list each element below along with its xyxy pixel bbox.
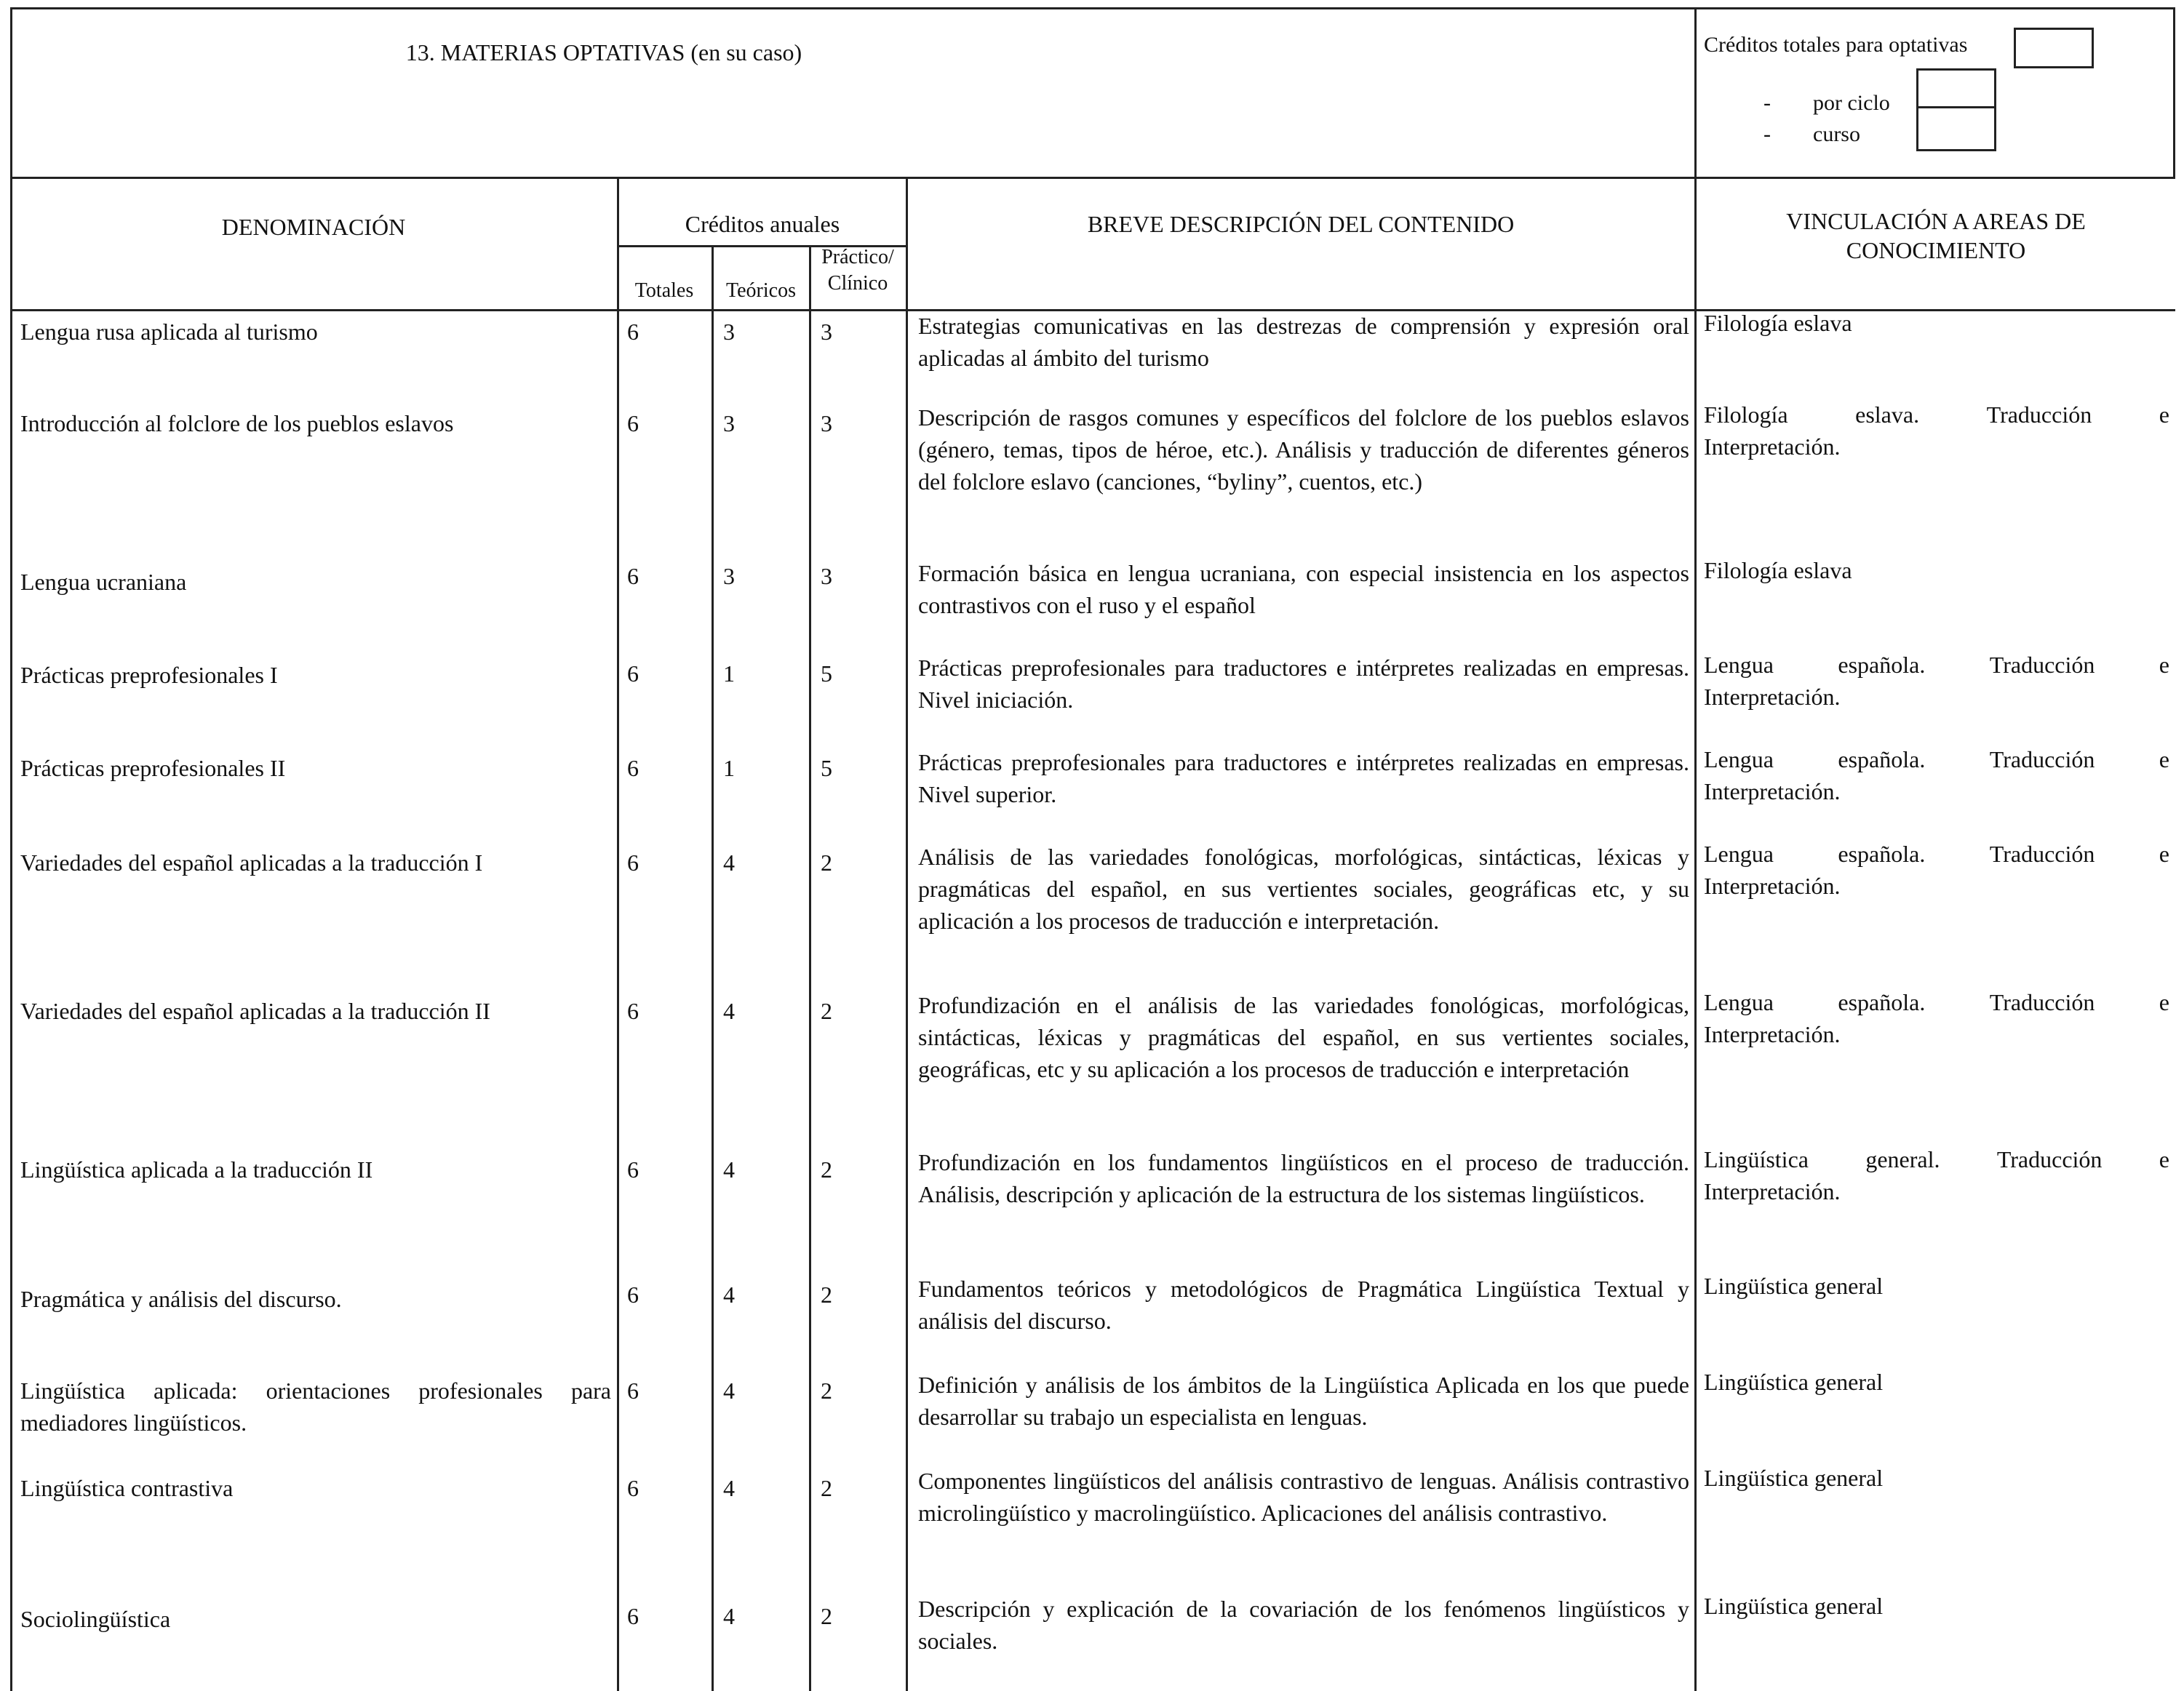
row-teoricos: 3 — [723, 319, 735, 345]
col-header-creditos: Créditos anuales — [685, 211, 840, 237]
row-teoricos: 4 — [723, 998, 735, 1024]
row-description: Prácticas preprofesionales para traductores e intérpretes realizadas en empresas. Nivel iniciación. — [918, 655, 1689, 713]
row-area: Lingüística general — [1704, 1593, 1884, 1619]
col-header-practico: Práctico/ — [821, 246, 894, 268]
dash: - — [1763, 122, 1771, 146]
ciclo-curso-field[interactable] — [1916, 68, 1996, 151]
row-totales: 6 — [627, 998, 639, 1024]
row-totales: 6 — [627, 563, 639, 589]
col-header-totales: Totales — [634, 279, 694, 302]
row-practicos: 2 — [821, 850, 832, 876]
col-header-teoricos: Teóricos — [725, 279, 796, 302]
row-description: Análisis de las variedades fonológicas, morfológicas, sintácticas, léxicas y pragmáticas del español, en sus vertientes sociales, geográficas etc, y su aplicación a los procesos de traducción e interpretación. — [918, 844, 1689, 934]
row-totales: 6 — [627, 755, 639, 781]
row-teoricos: 4 — [723, 1156, 735, 1183]
row-area: Lingüística general — [1704, 1465, 1884, 1491]
row-area: Lingüística general — [1704, 1273, 1884, 1299]
row-name: Prácticas preprofesionales II — [20, 755, 286, 781]
row-totales: 6 — [627, 319, 639, 345]
row-area: Lingüística general — [1704, 1369, 1884, 1395]
col-header-denominacion: DENOMINACIÓN — [221, 214, 406, 240]
row-totales: 6 — [627, 410, 639, 436]
row-description: Descripción y explicación de la covariación de los fenómenos lingüísticos y sociales. — [918, 1596, 1689, 1654]
row-description: Profundización en el análisis de las variedades fonológicas, morfológicas, sintácticas, léxicas y pragmáticas del español, en sus vertientes sociales, geográficas, etc y su aplicación a los procesos de traducción e interpretación — [918, 992, 1689, 1082]
row-teoricos: 4 — [723, 1282, 735, 1308]
row-area: Filología eslava. Traducción e Interpretación. — [1704, 401, 2169, 460]
row-area: Filología eslava — [1704, 310, 1852, 336]
col-header-clinico: Clínico — [827, 272, 888, 295]
curso-label: curso — [1813, 122, 1860, 146]
row-name: Introducción al folclore de los pueblos eslavos — [20, 410, 454, 436]
row-name: Lengua ucraniana — [20, 569, 187, 595]
row-practicos: 2 — [821, 1156, 832, 1183]
row-practicos: 5 — [821, 660, 832, 687]
row-teoricos: 4 — [723, 1603, 735, 1629]
row-totales: 6 — [627, 1475, 639, 1501]
row-teoricos: 3 — [723, 410, 735, 436]
row-totales: 6 — [627, 1282, 639, 1308]
row-name: Lingüística aplicada: orientaciones profesionales para mediadores lingüísticos. — [20, 1378, 611, 1436]
row-description: Formación básica en lengua ucraniana, con especial insistencia en los aspectos contrastivos con el ruso y el español — [918, 560, 1689, 618]
row-area: Lengua española. Traducción e Interpretación. — [1704, 841, 2169, 899]
row-name: Lingüística aplicada a la traducción II — [20, 1156, 373, 1183]
row-name: Lingüística contrastiva — [20, 1475, 234, 1501]
row-totales: 6 — [627, 1378, 639, 1404]
row-totales: 6 — [627, 850, 639, 876]
row-practicos: 2 — [821, 1603, 832, 1629]
row-practicos: 2 — [821, 998, 832, 1024]
section-title: 13. MATERIAS OPTATIVAS (en su caso) — [405, 39, 802, 65]
row-totales: 6 — [627, 660, 639, 687]
row-practicos: 2 — [821, 1282, 832, 1308]
row-description: Descripción de rasgos comunes y específicos del folclore de los pueblos eslavos (género, temas, tipos de héroe, etc.). Análisis y traducción de diferentes géneros del folclore eslavo (canciones, “byliny”, cuentos, etc.) — [918, 404, 1689, 495]
credits-total-label: Créditos totales para optativas — [1704, 33, 1968, 57]
row-area: Lengua española. Traducción e Interpretación. — [1704, 989, 2169, 1047]
row-practicos: 3 — [821, 410, 832, 436]
row-name: Lengua rusa aplicada al turismo — [20, 319, 318, 345]
row-description: Estrategias comunicativas en las destrezas de comprensión y expresión oral aplicadas al ámbito del turismo — [918, 313, 1689, 371]
row-teoricos: 3 — [723, 563, 735, 589]
row-practicos: 3 — [821, 563, 832, 589]
row-area: Filología eslava — [1704, 557, 1852, 583]
row-description: Definición y análisis de los ámbitos de la Lingüística Aplicada en los que puede desarrollar su trabajo un especialista en lenguas. — [918, 1372, 1689, 1430]
row-name: Sociolingüística — [20, 1606, 171, 1632]
row-practicos: 2 — [821, 1378, 832, 1404]
row-totales: 6 — [627, 1603, 639, 1629]
row-teoricos: 1 — [723, 755, 735, 781]
row-name: Variedades del español aplicadas a la traducción II — [20, 998, 490, 1024]
row-practicos: 3 — [821, 319, 832, 345]
row-teoricos: 4 — [723, 1378, 735, 1404]
por-ciclo-label: por ciclo — [1813, 91, 1890, 115]
row-description: Fundamentos teóricos y metodológicos de Pragmática Lingüística Textual y análisis del discurso. — [918, 1276, 1689, 1334]
col-header-vinculacion-2: CONOCIMIENTO — [1846, 237, 2026, 263]
col-header-vinculacion-1: VINCULACIÓN A AREAS DE — [1786, 208, 2086, 234]
row-description: Componentes lingüísticos del análisis contrastivo de lenguas. Análisis contrastivo microlingüístico y macrolingüístico. Aplicaciones del análisis contrastivo. — [918, 1468, 1689, 1526]
row-area: Lengua española. Traducción e Interpretación. — [1704, 746, 2169, 804]
dash: - — [1763, 91, 1771, 115]
row-area: Lingüística general. Traducción e Interpretación. — [1704, 1146, 2169, 1204]
row-name: Prácticas preprofesionales I — [20, 662, 278, 688]
row-totales: 6 — [627, 1156, 639, 1183]
col-header-descripcion: BREVE DESCRIPCIÓN DEL CONTENIDO — [1087, 211, 1515, 237]
row-practicos: 2 — [821, 1475, 832, 1501]
row-practicos: 5 — [821, 755, 832, 781]
row-teoricos: 4 — [723, 850, 735, 876]
row-name: Pragmática y análisis del discurso. — [20, 1286, 342, 1312]
row-teoricos: 4 — [723, 1475, 735, 1501]
row-name: Variedades del español aplicadas a la traducción I — [20, 850, 483, 876]
row-description: Profundización en los fundamentos lingüísticos en el proceso de traducción. Análisis, descripción y aplicación de la estructura de los sistemas lingüísticos. — [918, 1149, 1689, 1207]
credits-total-field[interactable] — [2014, 28, 2094, 68]
row-area: Lengua española. Traducción e Interpretación. — [1704, 652, 2169, 710]
row-teoricos: 1 — [723, 660, 735, 687]
row-description: Prácticas preprofesionales para traductores e intérpretes realizadas en empresas. Nivel superior. — [918, 749, 1689, 807]
